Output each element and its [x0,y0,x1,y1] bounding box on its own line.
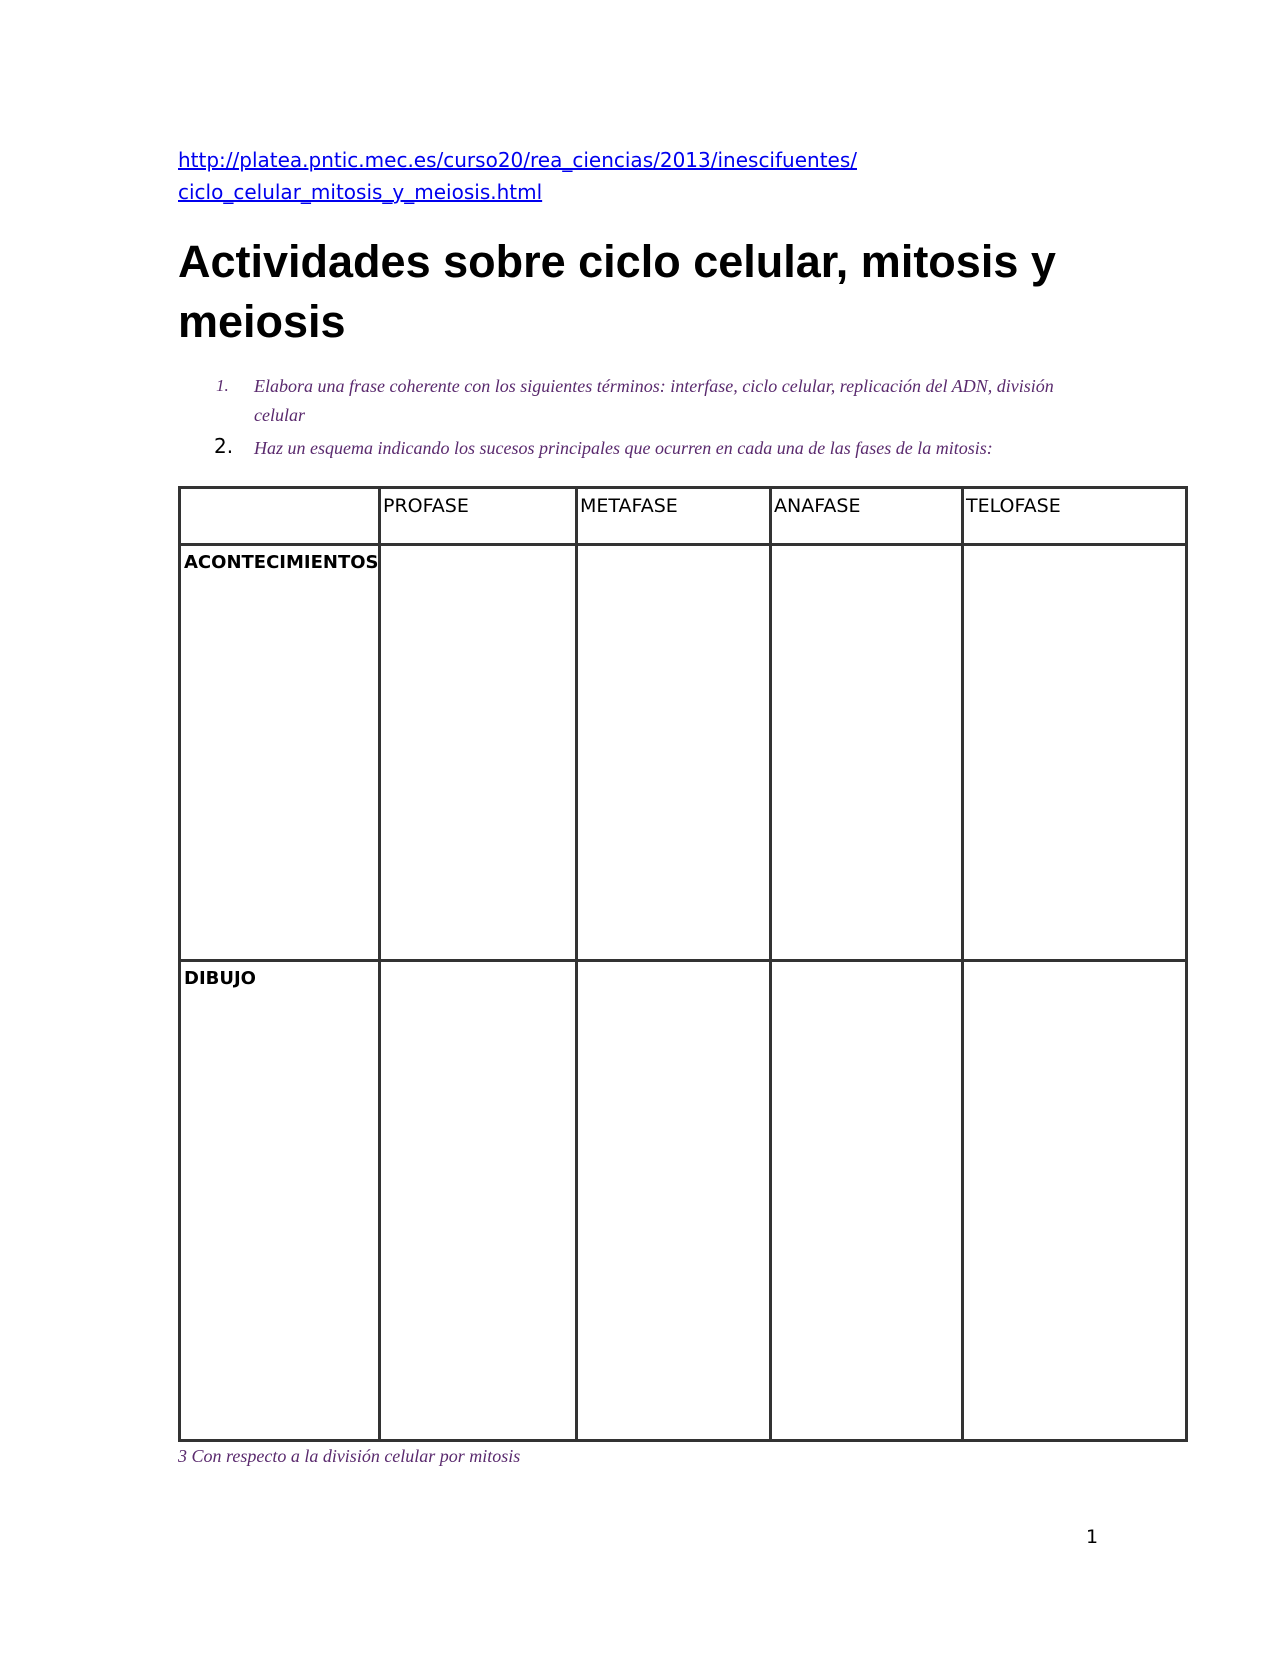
question-3-text: 3 Con respecto a la división celular por mitosis [178,1446,521,1466]
table-cell[interactable] [772,962,961,1439]
question-2-text: Haz un esquema indicando los sucesos principales que ocurren en cada una de las fases de la mitosis: [254,438,993,458]
header-anafase: ANAFASE [774,495,861,517]
question-1-number: 1. [216,376,229,395]
table-cell[interactable] [381,546,575,959]
table-cell[interactable] [964,546,1185,959]
table-cell[interactable] [381,962,575,1439]
mitosis-phases-table [178,486,1188,1442]
question-2-number: 2. [214,434,234,458]
question-1-text: Elabora una frase coherente con los siguientes términos: interfase, ciclo celular, replicación del ADN, división celular [254,376,1054,425]
source-link-line-2[interactable]: ciclo_celular_mitosis_y_meiosis.html [178,180,543,204]
row-label-acontecimientos: ACONTECIMIENTOS [184,552,379,573]
page-number: 1 [1086,1526,1099,1548]
table-cell[interactable] [578,546,769,959]
table-cell[interactable] [964,962,1185,1439]
table-cell[interactable] [578,962,769,1439]
header-metafase: METAFASE [580,495,678,517]
header-profase: PROFASE [383,495,469,517]
header-telofase: TELOFASE [966,495,1061,517]
row-label-dibujo: DIBUJO [184,968,256,989]
page-title: Actividades sobre ciclo celular, mitosis y meiosis [178,236,1056,347]
table-cell[interactable] [772,546,961,959]
source-link-line-1[interactable]: http://platea.pntic.mec.es/curso20/rea_ciencias/2013/inescifuentes/ [178,148,857,172]
